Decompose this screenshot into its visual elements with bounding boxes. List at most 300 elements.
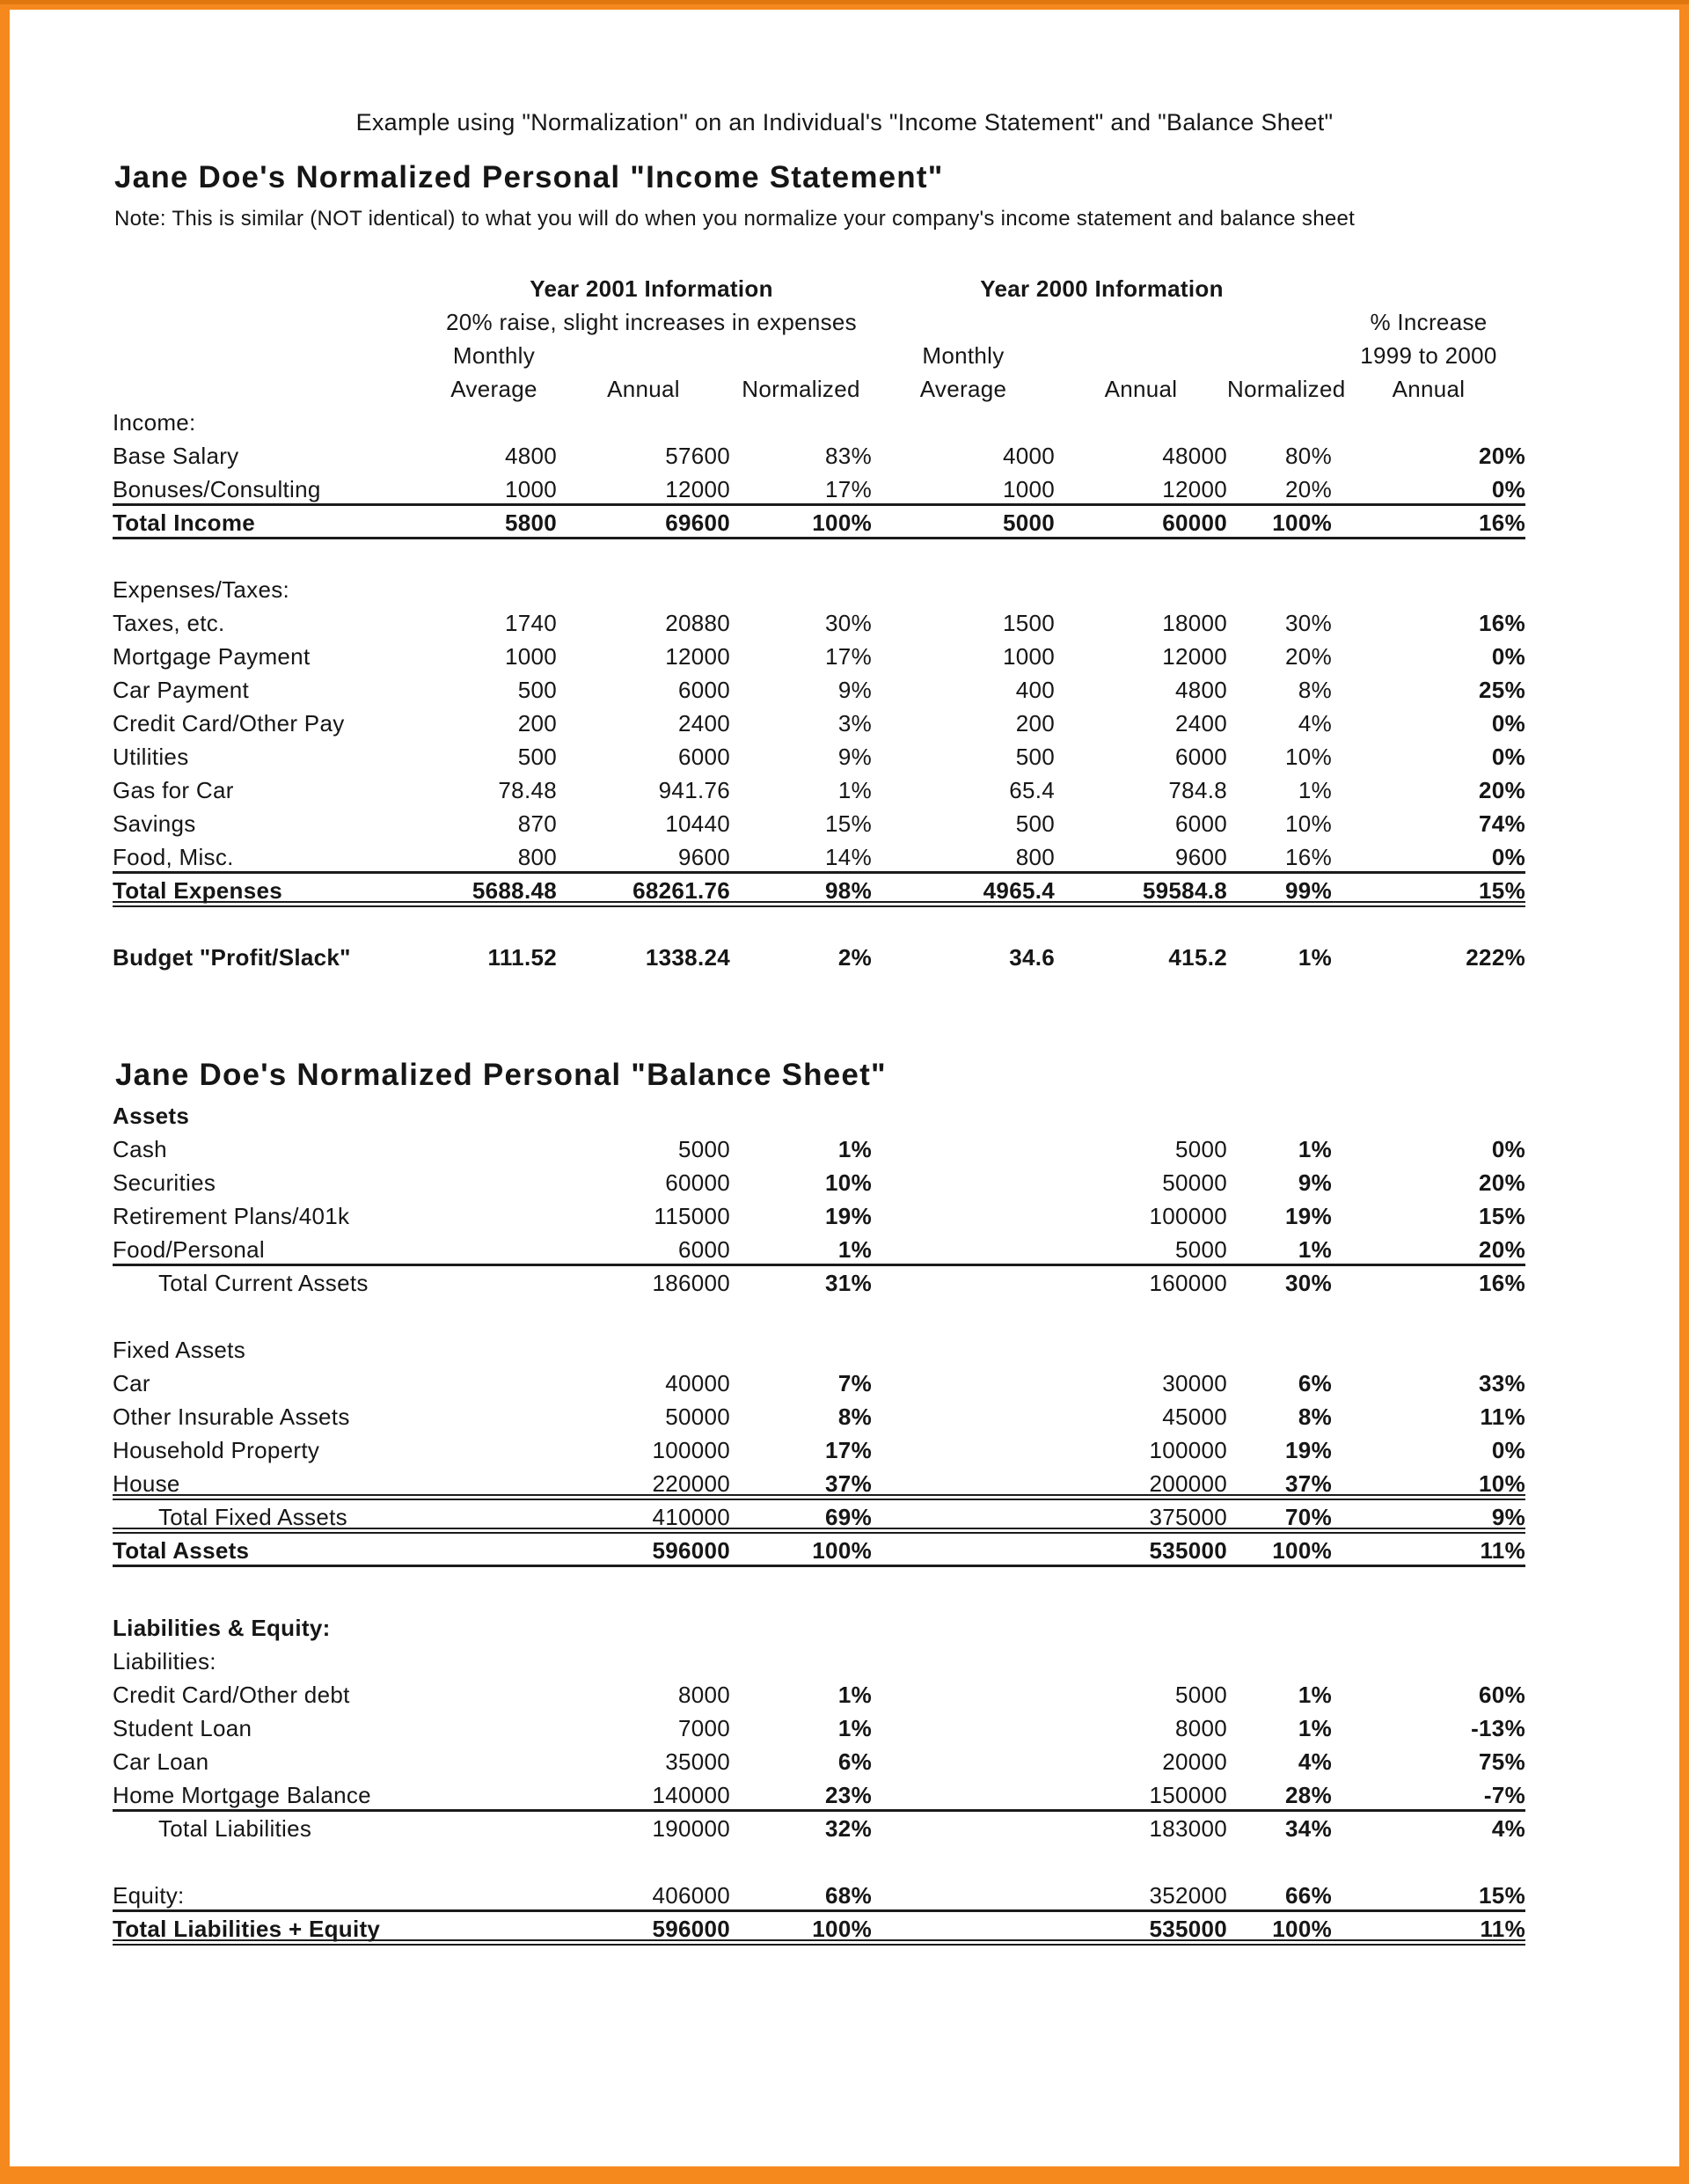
value-cell: 1740 bbox=[504, 610, 557, 636]
value-cell: 500 bbox=[517, 677, 557, 703]
annual-header-2000: Annual bbox=[1104, 376, 1178, 402]
value-cell: 68261.76 bbox=[632, 877, 730, 904]
row-label: Expenses/Taxes: bbox=[113, 576, 290, 603]
value-cell bbox=[872, 1500, 1055, 1534]
row-label: Fixed Assets bbox=[113, 1337, 245, 1363]
value-cell bbox=[872, 1812, 1055, 1845]
year-2001-subtitle: 20% raise, slight increases in expenses bbox=[446, 309, 857, 335]
value-cell bbox=[431, 406, 557, 439]
value-cell: 16% bbox=[1479, 509, 1525, 536]
value-cell: 50000 bbox=[665, 1403, 730, 1430]
value-cell: 1% bbox=[1298, 1682, 1332, 1708]
value-cell: 19% bbox=[1285, 1203, 1332, 1229]
value-cell: 69600 bbox=[665, 509, 730, 536]
value-cell: 535000 bbox=[1149, 1916, 1227, 1942]
balance-sheet-title: Jane Doe's Normalized Personal "Balance Sheet" bbox=[115, 1058, 887, 1092]
row-label: Liabilities & Equity: bbox=[113, 1615, 331, 1641]
table-row bbox=[113, 1400, 1525, 1433]
value-cell: 2400 bbox=[677, 710, 730, 737]
value-cell: 59584.8 bbox=[1142, 877, 1227, 904]
table-row bbox=[113, 941, 1525, 974]
value-cell: 352000 bbox=[1149, 1882, 1227, 1909]
value-cell bbox=[431, 1433, 557, 1467]
row-label: Budget "Profit/Slack" bbox=[113, 944, 351, 971]
row-label: Food, Misc. bbox=[113, 844, 234, 870]
value-cell: -13% bbox=[1471, 1715, 1525, 1741]
value-cell: 4000 bbox=[1002, 443, 1055, 469]
value-cell: 20% bbox=[1479, 1236, 1525, 1263]
value-cell: 34% bbox=[1285, 1815, 1332, 1842]
value-cell: 8% bbox=[1298, 677, 1332, 703]
value-cell bbox=[557, 1645, 730, 1678]
table-row bbox=[113, 1745, 1525, 1778]
value-cell bbox=[431, 1678, 557, 1711]
value-cell bbox=[730, 406, 872, 439]
value-cell bbox=[730, 1611, 872, 1645]
table-row bbox=[113, 707, 1525, 740]
value-cell: 0% bbox=[1491, 1437, 1525, 1463]
table-row bbox=[113, 1433, 1525, 1467]
annual-header-2001: Annual bbox=[607, 376, 680, 402]
value-cell bbox=[431, 1099, 557, 1132]
value-cell: 10% bbox=[1479, 1470, 1525, 1497]
value-cell: 500 bbox=[517, 744, 557, 770]
value-cell bbox=[1055, 573, 1227, 606]
spacer-row bbox=[113, 539, 1525, 573]
value-cell: 0% bbox=[1491, 1136, 1525, 1162]
value-cell: 1% bbox=[1298, 1236, 1332, 1263]
value-cell bbox=[431, 573, 557, 606]
value-cell bbox=[431, 1500, 557, 1534]
value-cell: 15% bbox=[1479, 877, 1525, 904]
value-cell: 8000 bbox=[677, 1682, 730, 1708]
value-cell: 200 bbox=[517, 710, 557, 737]
header-row-subtitle bbox=[113, 305, 1525, 339]
value-cell: 1% bbox=[837, 777, 872, 803]
value-cell bbox=[730, 573, 872, 606]
value-cell: 4965.4 bbox=[983, 877, 1055, 904]
value-cell bbox=[1055, 1333, 1227, 1367]
value-cell: 2400 bbox=[1174, 710, 1227, 737]
value-cell: 200000 bbox=[1149, 1470, 1227, 1497]
value-cell bbox=[431, 1778, 557, 1812]
value-cell bbox=[431, 1611, 557, 1645]
value-cell: 5000 bbox=[677, 1136, 730, 1162]
value-cell: 69% bbox=[825, 1504, 872, 1530]
value-cell: 4% bbox=[1491, 1815, 1525, 1842]
value-cell bbox=[431, 1132, 557, 1166]
value-cell: 6000 bbox=[1174, 810, 1227, 837]
value-cell: 4% bbox=[1298, 1748, 1332, 1775]
header-row-columns bbox=[113, 372, 1525, 406]
value-cell: 100000 bbox=[1149, 1437, 1227, 1463]
table-row bbox=[113, 1099, 1525, 1132]
value-cell: 0% bbox=[1491, 744, 1525, 770]
table-row bbox=[113, 874, 1525, 907]
monthly-header-2001: Monthly bbox=[452, 342, 536, 369]
table-row bbox=[113, 439, 1525, 473]
value-cell bbox=[872, 1778, 1055, 1812]
row-label: Credit Card/Other Pay bbox=[113, 710, 345, 737]
table-row bbox=[113, 1711, 1525, 1745]
row-label: Other Insurable Assets bbox=[113, 1403, 350, 1430]
value-cell bbox=[557, 573, 730, 606]
value-cell bbox=[431, 1645, 557, 1678]
value-cell: 32% bbox=[825, 1815, 872, 1842]
value-cell: 20% bbox=[1479, 1169, 1525, 1196]
value-cell: 6% bbox=[1298, 1370, 1332, 1396]
value-cell: 100% bbox=[1272, 509, 1332, 536]
value-cell: 784.8 bbox=[1168, 777, 1227, 803]
value-cell: 1000 bbox=[1002, 476, 1055, 502]
value-cell: 75% bbox=[1479, 1748, 1525, 1775]
value-cell bbox=[1055, 1645, 1227, 1678]
row-label: Car Payment bbox=[113, 677, 250, 703]
value-cell: 1000 bbox=[504, 476, 557, 502]
value-cell: 100% bbox=[812, 509, 872, 536]
table-row bbox=[113, 1534, 1525, 1567]
value-cell: 9600 bbox=[1174, 844, 1227, 870]
note-text: Note: This is similar (NOT identical) to what you will do when you normalize your company's income statement and balance sheet bbox=[114, 207, 1356, 231]
value-cell: 6000 bbox=[677, 677, 730, 703]
row-label: Cash bbox=[113, 1136, 167, 1162]
value-cell: 17% bbox=[825, 1437, 872, 1463]
value-cell: 68% bbox=[825, 1882, 872, 1909]
value-cell: 9600 bbox=[677, 844, 730, 870]
value-cell: 9% bbox=[1298, 1169, 1332, 1196]
row-label: Base Salary bbox=[113, 443, 239, 469]
value-cell: 5688.48 bbox=[472, 877, 557, 904]
value-cell: 7% bbox=[837, 1370, 872, 1396]
value-cell: 66% bbox=[1285, 1882, 1332, 1909]
value-cell: 25% bbox=[1479, 677, 1525, 703]
value-cell bbox=[872, 1333, 1055, 1367]
value-cell: 20880 bbox=[665, 610, 730, 636]
value-cell: 3% bbox=[837, 710, 872, 737]
income-table-header bbox=[113, 272, 1525, 406]
table-row bbox=[113, 1333, 1525, 1367]
row-label: Liabilities: bbox=[113, 1648, 216, 1675]
value-cell: 5800 bbox=[504, 509, 557, 536]
value-cell: 57600 bbox=[665, 443, 730, 469]
value-cell: 48000 bbox=[1162, 443, 1227, 469]
value-cell: 40000 bbox=[665, 1370, 730, 1396]
pct-increase-header-line3: Annual bbox=[1392, 376, 1466, 402]
value-cell: 1% bbox=[837, 1715, 872, 1741]
value-cell bbox=[431, 1745, 557, 1778]
value-cell bbox=[431, 1266, 557, 1300]
row-label: Bonuses/Consulting bbox=[113, 476, 321, 502]
table-row bbox=[113, 1812, 1525, 1845]
value-cell: 74% bbox=[1479, 810, 1525, 837]
row-label: Student Loan bbox=[113, 1715, 252, 1741]
value-cell: 800 bbox=[517, 844, 557, 870]
table-row bbox=[113, 1678, 1525, 1711]
value-cell: 2% bbox=[837, 944, 872, 971]
value-cell: 150000 bbox=[1149, 1782, 1227, 1808]
row-label: Home Mortgage Balance bbox=[113, 1782, 371, 1808]
value-cell: 6000 bbox=[677, 744, 730, 770]
value-cell: 1% bbox=[1298, 1715, 1332, 1741]
balance-sheet-assets-table bbox=[113, 1099, 1525, 1567]
row-label: Car bbox=[113, 1370, 150, 1396]
value-cell: 1% bbox=[837, 1682, 872, 1708]
value-cell: 10% bbox=[825, 1169, 872, 1196]
value-cell: 30% bbox=[1285, 610, 1332, 636]
row-label: Total Current Assets bbox=[158, 1270, 369, 1296]
value-cell: 12000 bbox=[1162, 643, 1227, 670]
value-cell: 186000 bbox=[652, 1270, 730, 1296]
value-cell: 1% bbox=[837, 1236, 872, 1263]
row-label: House bbox=[113, 1470, 180, 1497]
value-cell: 100% bbox=[812, 1537, 872, 1564]
value-cell: 16% bbox=[1479, 610, 1525, 636]
row-label: Total Liabilities bbox=[158, 1815, 312, 1842]
value-cell bbox=[1227, 406, 1332, 439]
monthly-header-2000: Monthly bbox=[922, 342, 1005, 369]
value-cell: 83% bbox=[825, 443, 872, 469]
value-cell: 1% bbox=[1298, 777, 1332, 803]
value-cell bbox=[730, 1099, 872, 1132]
income-statement-table bbox=[113, 406, 1525, 974]
value-cell: 222% bbox=[1466, 944, 1525, 971]
value-cell: 5000 bbox=[1002, 509, 1055, 536]
value-cell: 31% bbox=[825, 1270, 872, 1296]
value-cell: 200 bbox=[1015, 710, 1055, 737]
value-cell bbox=[1332, 573, 1525, 606]
value-cell bbox=[872, 1433, 1055, 1467]
value-cell bbox=[431, 1199, 557, 1233]
value-cell: 30% bbox=[825, 610, 872, 636]
table-row bbox=[113, 1500, 1525, 1534]
value-cell bbox=[431, 1166, 557, 1199]
value-cell bbox=[1332, 1099, 1525, 1132]
row-label: Total Expenses bbox=[113, 877, 283, 904]
value-cell: 1500 bbox=[1002, 610, 1055, 636]
value-cell: 80% bbox=[1285, 443, 1332, 469]
value-cell: 20% bbox=[1285, 643, 1332, 670]
value-cell bbox=[1227, 1333, 1332, 1367]
value-cell: 60000 bbox=[1162, 509, 1227, 536]
value-cell: 11% bbox=[1480, 1403, 1525, 1430]
value-cell: 183000 bbox=[1149, 1815, 1227, 1842]
value-cell: 9% bbox=[1491, 1504, 1525, 1530]
value-cell: 15% bbox=[1479, 1203, 1525, 1229]
value-cell: 4% bbox=[1298, 710, 1332, 737]
table-row bbox=[113, 606, 1525, 640]
value-cell: 70% bbox=[1285, 1504, 1332, 1530]
value-cell: 100% bbox=[1272, 1537, 1332, 1564]
value-cell bbox=[431, 1812, 557, 1845]
value-cell: -7% bbox=[1483, 1782, 1525, 1808]
table-row bbox=[113, 673, 1525, 707]
value-cell bbox=[872, 1534, 1055, 1567]
value-cell bbox=[431, 1233, 557, 1266]
value-cell bbox=[872, 1099, 1055, 1132]
value-cell: 111.52 bbox=[487, 944, 557, 971]
value-cell: 16% bbox=[1479, 1270, 1525, 1296]
row-label: Total Assets bbox=[113, 1537, 250, 1564]
value-cell: 941.76 bbox=[658, 777, 730, 803]
value-cell bbox=[431, 1912, 557, 1946]
value-cell: 0% bbox=[1491, 643, 1525, 670]
table-row bbox=[113, 1611, 1525, 1645]
value-cell: 500 bbox=[1015, 810, 1055, 837]
value-cell: 20000 bbox=[1162, 1748, 1227, 1775]
spacer-row bbox=[113, 1845, 1525, 1879]
table-row bbox=[113, 1645, 1525, 1678]
value-cell bbox=[872, 1678, 1055, 1711]
value-cell: 60% bbox=[1479, 1682, 1525, 1708]
spacer-row bbox=[113, 1300, 1525, 1333]
value-cell: 12000 bbox=[665, 643, 730, 670]
income-statement-title: Jane Doe's Normalized Personal "Income Statement" bbox=[114, 160, 944, 194]
row-label: Retirement Plans/401k bbox=[113, 1203, 350, 1229]
spacer-row bbox=[113, 907, 1525, 941]
value-cell: 6000 bbox=[677, 1236, 730, 1263]
value-cell: 6000 bbox=[1174, 744, 1227, 770]
value-cell: 100000 bbox=[652, 1437, 730, 1463]
value-cell bbox=[872, 1132, 1055, 1166]
value-cell bbox=[557, 1333, 730, 1367]
table-row bbox=[113, 1879, 1525, 1912]
value-cell: 500 bbox=[1015, 744, 1055, 770]
table-row bbox=[113, 1233, 1525, 1266]
value-cell: 100% bbox=[812, 1916, 872, 1942]
header-row-year-titles bbox=[113, 272, 1525, 305]
value-cell bbox=[872, 1745, 1055, 1778]
value-cell bbox=[872, 406, 1055, 439]
table-row bbox=[113, 473, 1525, 506]
value-cell: 870 bbox=[517, 810, 557, 837]
value-cell bbox=[872, 1166, 1055, 1199]
table-row bbox=[113, 740, 1525, 773]
header-row-monthly bbox=[113, 339, 1525, 372]
value-cell bbox=[872, 1467, 1055, 1500]
value-cell bbox=[431, 1711, 557, 1745]
value-cell: 596000 bbox=[652, 1537, 730, 1564]
value-cell bbox=[872, 1367, 1055, 1400]
value-cell: 115000 bbox=[654, 1203, 730, 1229]
row-label: Equity: bbox=[113, 1882, 185, 1909]
value-cell: 410000 bbox=[652, 1504, 730, 1530]
table-row bbox=[113, 1199, 1525, 1233]
value-cell: 7000 bbox=[677, 1715, 730, 1741]
value-cell: 37% bbox=[1285, 1470, 1332, 1497]
value-cell bbox=[431, 1534, 557, 1567]
average-header-2000: Average bbox=[919, 376, 1007, 402]
value-cell: 4800 bbox=[504, 443, 557, 469]
value-cell bbox=[431, 1333, 557, 1367]
value-cell: 1000 bbox=[1002, 643, 1055, 670]
value-cell bbox=[730, 1645, 872, 1678]
value-cell: 8% bbox=[837, 1403, 872, 1430]
value-cell: 10% bbox=[1285, 810, 1332, 837]
year-2000-information-header: Year 2000 Information bbox=[980, 275, 1224, 302]
value-cell bbox=[872, 573, 1055, 606]
row-label: Car Loan bbox=[113, 1748, 209, 1775]
value-cell: 35000 bbox=[665, 1748, 730, 1775]
value-cell: 800 bbox=[1015, 844, 1055, 870]
value-cell bbox=[1332, 1645, 1525, 1678]
value-cell: 1000 bbox=[504, 643, 557, 670]
value-cell: 5000 bbox=[1174, 1682, 1227, 1708]
value-cell: 10% bbox=[1285, 744, 1332, 770]
value-cell: 160000 bbox=[1149, 1270, 1227, 1296]
table-row bbox=[113, 840, 1525, 874]
value-cell: 30000 bbox=[1162, 1370, 1227, 1396]
row-label: Total Liabilities + Equity bbox=[113, 1916, 381, 1942]
table-row bbox=[113, 1166, 1525, 1199]
row-label: Taxes, etc. bbox=[113, 610, 225, 636]
row-label: Total Fixed Assets bbox=[158, 1504, 347, 1530]
table-row bbox=[113, 807, 1525, 840]
value-cell bbox=[431, 1367, 557, 1400]
value-cell: 65.4 bbox=[1009, 777, 1055, 803]
value-cell: 19% bbox=[825, 1203, 872, 1229]
table-row bbox=[113, 773, 1525, 807]
value-cell: 190000 bbox=[652, 1815, 730, 1842]
value-cell: 17% bbox=[825, 476, 872, 502]
value-cell: 18000 bbox=[1162, 610, 1227, 636]
value-cell: 8000 bbox=[1174, 1715, 1227, 1741]
row-label: Mortgage Payment bbox=[113, 643, 311, 670]
value-cell bbox=[1055, 1099, 1227, 1132]
value-cell: 12000 bbox=[665, 476, 730, 502]
value-cell bbox=[872, 1711, 1055, 1745]
value-cell: 5000 bbox=[1174, 1136, 1227, 1162]
value-cell: 0% bbox=[1491, 710, 1525, 737]
value-cell: 535000 bbox=[1149, 1537, 1227, 1564]
row-label: Credit Card/Other debt bbox=[113, 1682, 350, 1708]
value-cell: 9% bbox=[837, 744, 872, 770]
value-cell: 4800 bbox=[1174, 677, 1227, 703]
row-label: Household Property bbox=[113, 1437, 320, 1463]
value-cell: 140000 bbox=[652, 1782, 730, 1808]
value-cell bbox=[1332, 1611, 1525, 1645]
value-cell bbox=[557, 406, 730, 439]
value-cell: 100% bbox=[1272, 1916, 1332, 1942]
average-header-2001: Average bbox=[450, 376, 537, 402]
value-cell: 98% bbox=[825, 877, 872, 904]
normalized-header-2000: Normalized bbox=[1227, 376, 1346, 402]
value-cell: 1% bbox=[837, 1136, 872, 1162]
value-cell: 220000 bbox=[652, 1470, 730, 1497]
page-border-top-accent bbox=[0, 0, 1689, 4]
value-cell bbox=[872, 1233, 1055, 1266]
row-label: Food/Personal bbox=[113, 1236, 266, 1263]
value-cell: 1% bbox=[1298, 944, 1332, 971]
value-cell: 11% bbox=[1480, 1537, 1525, 1564]
value-cell: 45000 bbox=[1162, 1403, 1227, 1430]
pct-increase-header-line2: 1999 to 2000 bbox=[1360, 342, 1497, 369]
value-cell bbox=[730, 1333, 872, 1367]
value-cell bbox=[872, 1266, 1055, 1300]
value-cell bbox=[1332, 1333, 1525, 1367]
value-cell bbox=[872, 1879, 1055, 1912]
value-cell: 20% bbox=[1285, 476, 1332, 502]
value-cell bbox=[431, 1467, 557, 1500]
value-cell: 5000 bbox=[1174, 1236, 1227, 1263]
table-row bbox=[113, 1912, 1525, 1946]
row-label: Assets bbox=[113, 1103, 190, 1129]
value-cell: 23% bbox=[825, 1782, 872, 1808]
value-cell: 400 bbox=[1015, 677, 1055, 703]
table-row bbox=[113, 1467, 1525, 1500]
value-cell: 375000 bbox=[1149, 1504, 1227, 1530]
value-cell bbox=[872, 1611, 1055, 1645]
value-cell: 9% bbox=[837, 677, 872, 703]
